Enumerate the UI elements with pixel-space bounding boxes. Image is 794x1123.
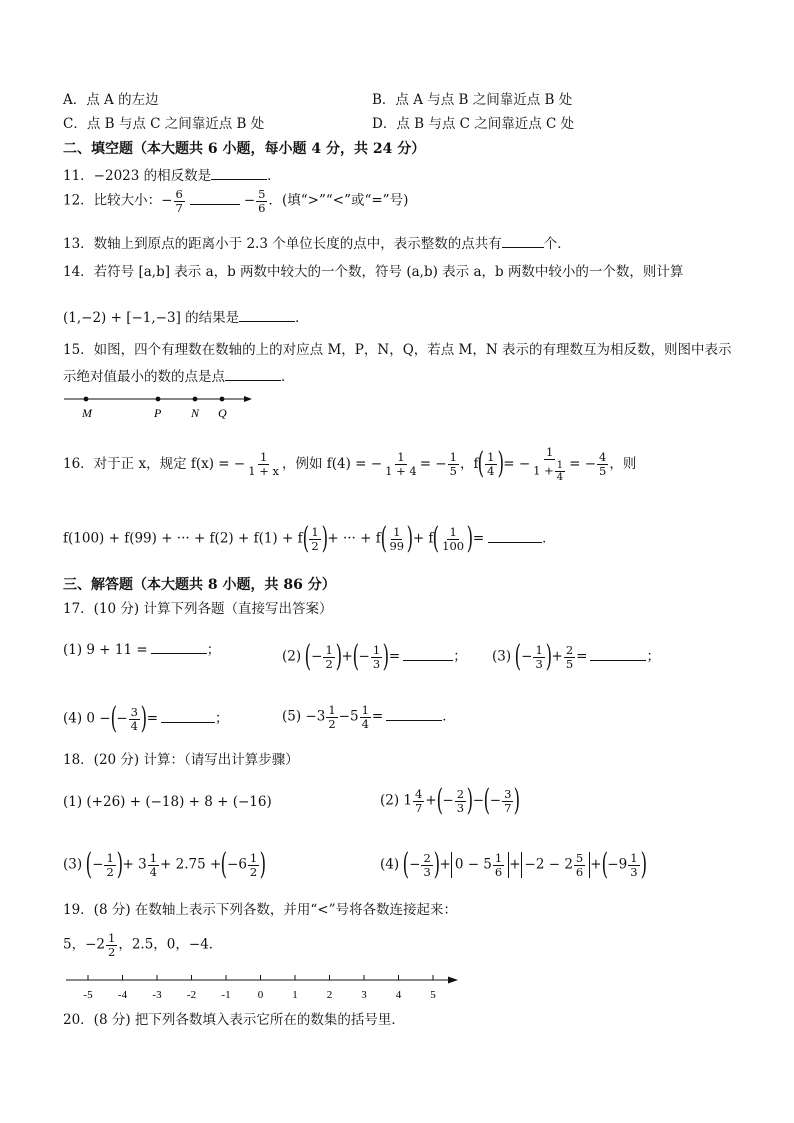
question-19-title: 19．(8 分) 在数轴上表示下列各数，并用“<”号将各数连接起来： [63, 902, 457, 918]
axis-tick-label: -4 [117, 989, 128, 1001]
equals-minus: = − [503, 455, 531, 472]
q16-text-a: 16．对于正 x，规定 f(x) = − [63, 455, 246, 472]
fraction: $\frac{6}{7}$ [175, 187, 183, 215]
equals: = [472, 530, 485, 547]
fraction: $\frac{1}{4}$ [487, 450, 495, 478]
question-14-line-2 [63, 310, 309, 326]
q17-part-3: (3) (− $\frac{1}{3}$ )+ $\frac{2}{5}$ = ； [492, 639, 660, 674]
axis-tick-label: -1 [221, 989, 231, 1001]
q13-text: 13．数轴上到原点的距离小于 2.3 个单位长度的点中，表示整数的点共有 [63, 236, 502, 252]
axis-tick-label: 1 [292, 989, 298, 1001]
label-m: M [82, 406, 92, 420]
q17-part-1: (1) 9 + 11 = ； [63, 642, 221, 658]
q16-sum-c: + f [412, 530, 434, 547]
question-13 [63, 236, 571, 252]
q10-option-b: B．点 A 与点 B 之间靠近点 B 处 [372, 92, 573, 108]
q12-suffix: ．(填“>”“<”或“=”号) [268, 192, 409, 209]
question-17-title: 17．(10 分) 计算下列各题（直接写出答案） [63, 601, 333, 617]
fraction: $\frac{1}{1 + 4}$ [385, 450, 417, 478]
fraction: 1 1 + $\frac{1}{4}$ [533, 445, 564, 483]
minus-sign: − [243, 192, 256, 209]
q17-part-2: (2) (− $\frac{1}{2}$ )+(− $\frac{1}{3}$ )= ； [282, 639, 467, 674]
q10-option-d: D．点 B 与点 C 之间靠近点 C 处 [372, 116, 575, 132]
axis-tick-label: -3 [152, 989, 162, 1001]
fraction: $\frac{1}{2}$ [311, 524, 319, 553]
q16-sum-a: f(100) + f(99) + ··· + f(2) + f(1) + f [63, 530, 303, 547]
question-11 [63, 168, 281, 184]
q16-end: ． [542, 530, 556, 547]
point-p [156, 397, 161, 402]
answer-blank [225, 369, 281, 381]
fraction: $\frac{1}{100}$ [442, 524, 465, 553]
question-16-line-1: 16．对于正 x，规定 f(x) = − $\frac{1}{1 + x}$ ，例如 f(4) = − $\frac{1}{1 + 4}$ = − $\frac{1}{5}$ ，f( $\frac{1}{4}$ )= − 1 1 + $\frac{1}{4}$ = − $\frac{4}{5}$ ，则 [63, 445, 637, 483]
q18-part-1: (1) (+26) + (−18) + 8 + (−16) [63, 794, 272, 810]
axis-tick-label: 4 [395, 989, 402, 1001]
fraction: $\frac{1}{5}$ [449, 450, 457, 478]
q11-text: 11．−2023 的相反数是 [63, 168, 212, 184]
fraction: $\frac{4}{5}$ [599, 450, 607, 478]
axis-tick-label: 5 [430, 989, 436, 1001]
question-15-line-2 [63, 369, 295, 385]
point-m [84, 397, 89, 402]
axis-tick-label: 0 [257, 989, 264, 1001]
answer-blank [488, 531, 542, 543]
question-18-title: 18．(20 分) 计算：（请写出计算步骤） [63, 752, 299, 768]
q17-part-4: (4) 0 −(− $\frac{3}{4}$ )= ； [63, 701, 229, 736]
axis-arrow [448, 977, 458, 984]
q16-text-c: ，f [459, 455, 479, 472]
q12-prefix: 12．比较大小：− [63, 192, 173, 209]
fraction: $\frac{1}{1 + x}$ [248, 450, 279, 478]
label-p: P [154, 406, 162, 420]
axis-tick-label: 3 [361, 989, 367, 1001]
label-q: Q [218, 406, 227, 420]
axis-tick-label: -5 [83, 989, 93, 1001]
answer-blank [211, 168, 267, 180]
point-q [220, 397, 225, 402]
answer-blank [161, 711, 215, 723]
answer-blank [190, 193, 240, 205]
q10-option-a: A．点 A 的左边 [63, 92, 159, 108]
question-16-line-2: f(100) + f(99) + ··· + f(2) + f(1) + f( $\frac{1}{2}$ )+ ··· + f( $\frac{1}{99}$ )+ f( $\frac{1}{100}$ )= ． [63, 521, 556, 556]
q16-text-b: ，例如 f(4) = − [281, 455, 383, 472]
q17-part-5: (5) −3 $\frac{1}{2}$ −5 $\frac{1}{4}$ = ． [282, 703, 456, 731]
point-n [193, 397, 198, 402]
axis-tick-label: 2 [326, 989, 333, 1001]
q19-number-line [60, 972, 470, 1006]
q14-end: ． [295, 310, 309, 326]
answer-blank [239, 310, 295, 322]
q18-part-4: (4) (− $\frac{2}{3}$ )+ 0 − 5 $\frac{1}{6}$ + −2 − 2 $\frac{5}{6}$ +(−9 $\frac{1}{3}$ ) [380, 847, 647, 882]
fraction: $\frac{5}{6}$ [258, 187, 266, 215]
axis-tick-label: -2 [186, 989, 197, 1001]
answer-blank [590, 649, 646, 661]
q14-text: (1,−2) + [−1,−3] 的结果是 [63, 310, 240, 326]
question-12 [63, 188, 408, 214]
q15-text: 示绝对值最小的数的点是点 [63, 369, 225, 385]
q18-part-2: (2) 1 $\frac{4}{7}$ +(− $\frac{2}{3}$ )−(− $\frac{3}{7}$ ) [380, 783, 521, 818]
question-14-line-1: 14．若符号 [a,b] 表示 a，b 两数中较大的一个数，符号 (a,b) 表示 a，b 两数中较小的一个数，则计算 [63, 264, 684, 280]
q15-number-line [60, 390, 260, 424]
q13-end: 个． [543, 236, 571, 252]
answer-blank [151, 642, 207, 654]
answer-blank [386, 709, 442, 721]
label-n: N [191, 406, 200, 420]
question-20-title: 20．(8 分) 把下列各数填入表示它所在的数集的括号里． [63, 1012, 405, 1028]
q10-option-c: C．点 B 与点 C 之间靠近点 B 处 [63, 116, 265, 132]
q11-end: ． [267, 168, 281, 184]
section-3-title: 三、解答题（本大题共 8 小题，共 86 分） [63, 577, 336, 593]
section-2-title: 二、填空题（本大题共 6 小题，每小题 4 分，共 24 分） [63, 141, 426, 157]
question-15-line-1: 15．如图，四个有理数在数轴的上的对应点 M，P，N，Q，若点 M，N 表示的有理数互为相反数，则图中表示 [63, 342, 732, 358]
equals-minus: = − [419, 455, 447, 472]
equals-minus: = − [569, 455, 597, 472]
answer-blank [403, 649, 453, 661]
axis-arrow [244, 396, 252, 402]
fraction: $\frac{1}{99}$ [389, 524, 405, 553]
q15-end: ． [281, 369, 295, 385]
q16-text-f: ，则 [609, 455, 637, 472]
q16-sum-b: + ··· + f [327, 530, 381, 547]
q18-part-3: (3) (− $\frac{1}{2}$ )+ 3 $\frac{1}{4}$ + 2.75 +(−6 $\frac{1}{2}$ ) [63, 847, 267, 882]
q19-numbers: 5，−2 $\frac{1}{2}$ ，2.5，0，−4． [63, 931, 223, 959]
answer-blank [502, 236, 544, 248]
